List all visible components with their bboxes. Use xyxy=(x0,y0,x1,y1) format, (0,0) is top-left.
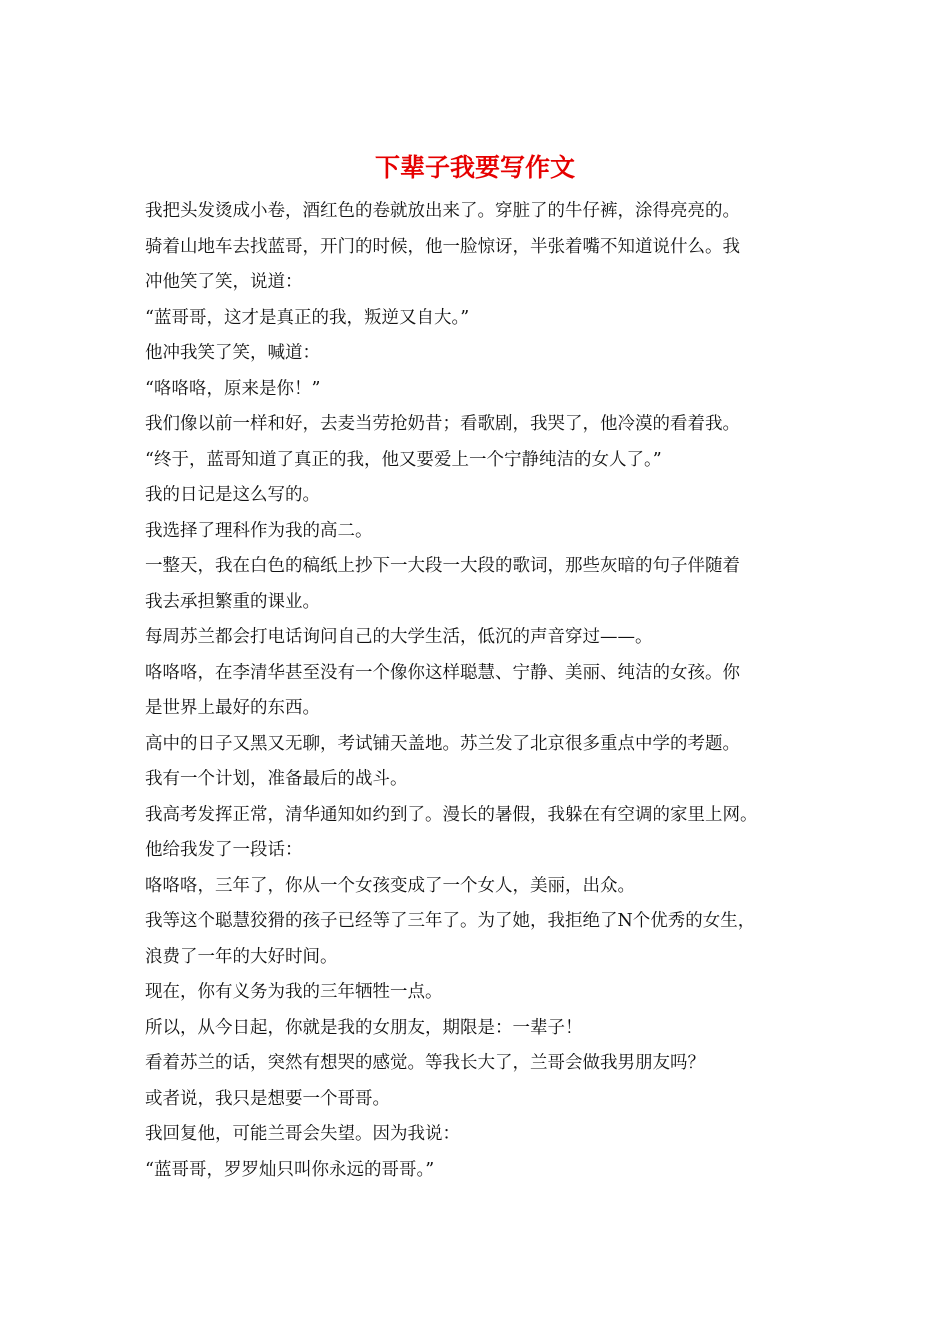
text-line: 咯咯咯，在李清华甚至没有一个像你这样聪慧、宁静、美丽、纯洁的女孩。你 xyxy=(145,662,740,683)
text-line: “蓝哥哥，这才是真正的我，叛逆又自大。” xyxy=(145,307,470,328)
text-line: “咯咯咯，原来是你！” xyxy=(145,378,321,399)
text-line: 我把头发烫成小卷，酒红色的卷就放出来了。穿脏了的牛仔裤，涂得亮亮的。 xyxy=(145,201,740,221)
text-line: 所以，从今日起，你就是我的女朋友，期限是：一辈子！ xyxy=(145,1017,583,1038)
text-line: 我回复他，可能兰哥会失望。因为我说： xyxy=(145,1124,460,1144)
text-line: 他给我发了一段话： xyxy=(145,840,303,860)
text-line: 浪费了一年的大好时间。 xyxy=(145,946,338,967)
text-line: 我选择了理科作为我的高二。 xyxy=(145,520,373,541)
text-line: 他冲我笑了笑，喊道： xyxy=(145,343,320,363)
text-line: 现在，你有义务为我的三年牺牲一点。 xyxy=(145,982,443,1002)
text-line: “终于，蓝哥知道了真正的我，他又要爱上一个宁静纯洁的女人了。” xyxy=(145,449,662,470)
text-line: 我等这个聪慧狡猾的孩子已经等了三年了。为了她，我拒绝了N个优秀的女生， xyxy=(145,911,756,931)
text-line: 咯咯咯，三年了，你从一个女孩变成了一个女人，美丽，出众。 xyxy=(145,875,635,896)
document-body xyxy=(145,194,810,1188)
text-line: 每周苏兰都会打电话询问自己的大学生活，低沉的声音穿过——。 xyxy=(145,627,653,647)
text-line: 我们像以前一样和好，去麦当劳抢奶昔；看歌剧，我哭了，他冷漠的看着我。 xyxy=(145,414,740,434)
text-line: 看着苏兰的话，突然有想哭的感觉。等我长大了，兰哥会做我男朋友吗？ xyxy=(145,1053,705,1073)
text-line: “蓝哥哥，罗罗灿只叫你永远的哥哥。” xyxy=(145,1159,435,1180)
text-line: 一整天，我在白色的稿纸上抄下一大段一大段的歌词，那些灰暗的句子伴随着 xyxy=(145,556,740,576)
text-line: 我的日记是这么写的。 xyxy=(145,485,320,505)
text-line: 冲他笑了笑，说道： xyxy=(145,272,303,292)
text-line: 我有一个计划，准备最后的战斗。 xyxy=(145,769,408,789)
document-title: 下辈子我要写作文 xyxy=(374,153,575,182)
text-line: 我高考发挥正常，清华通知如约到了。漫长的暑假，我躲在有空调的家里上网。 xyxy=(145,804,758,825)
text-line: 或者说，我只是想要一个哥哥。 xyxy=(145,1088,390,1109)
text-line: 我去承担繁重的课业。 xyxy=(145,591,320,612)
text-line: 是世界上最好的东西。 xyxy=(145,698,320,718)
text-line: 高中的日子又黑又无聊，考试铺天盖地。苏兰发了北京很多重点中学的考题。 xyxy=(145,733,740,754)
text-line: 骑着山地车去找蓝哥，开门的时候，他一脸惊讶，半张着嘴不知道说什么。我 xyxy=(145,236,740,257)
